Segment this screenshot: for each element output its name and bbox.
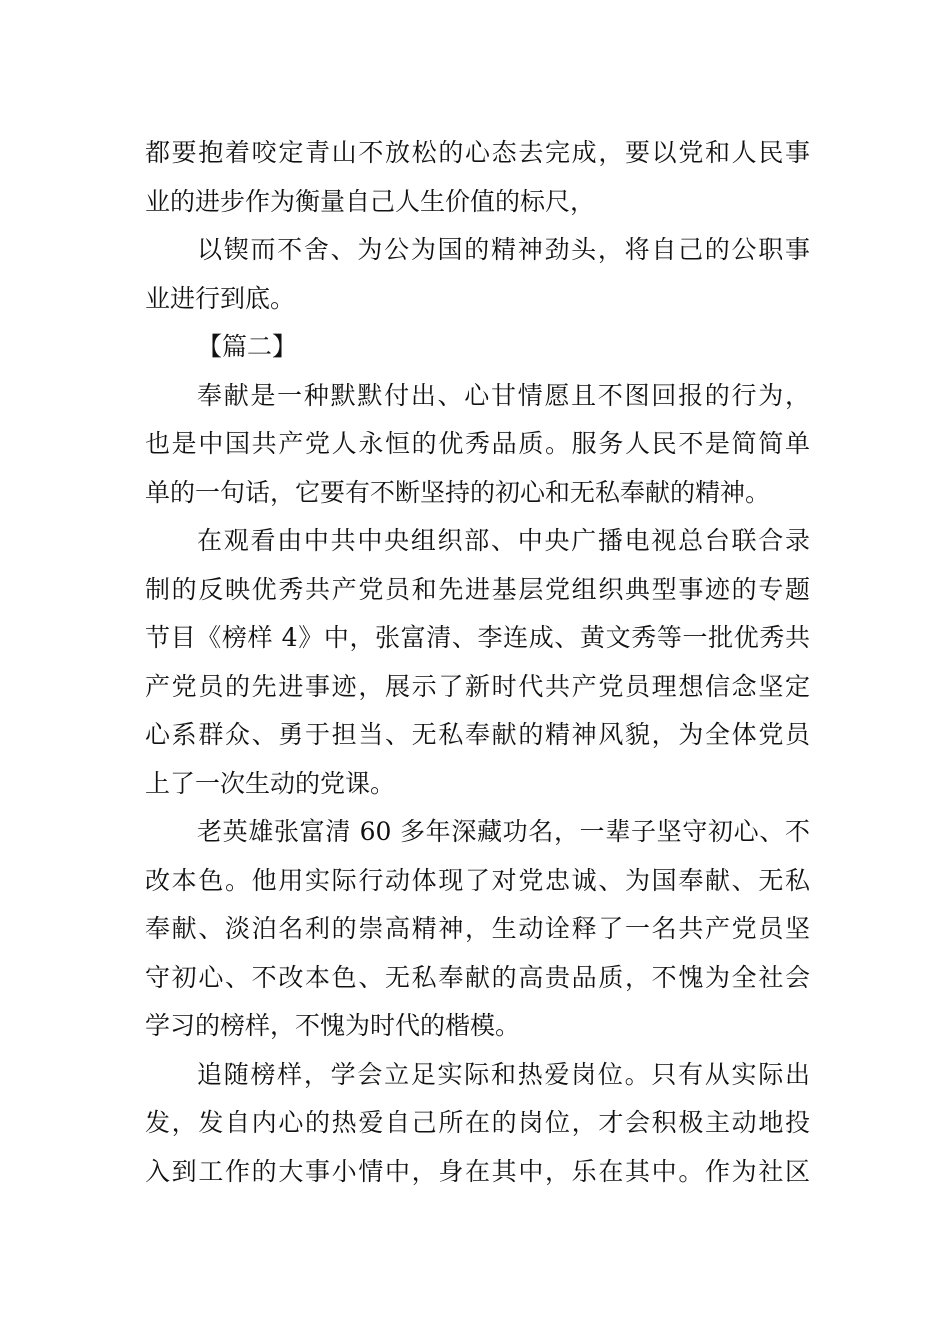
text-line: 上了一次生动的党课。 <box>145 768 396 798</box>
text-line: 单的一句话，它要有不断坚持的初心和无私奉献的精神。 <box>145 477 771 507</box>
text-line: 也是中国共产党人永恒的优秀品质。服务人民不是简简单 <box>145 429 810 458</box>
document-body <box>145 129 810 1196</box>
text-line: 业的进步作为衡量自己人生价值的标尺， <box>145 186 596 216</box>
text-line: 业进行到底。 <box>145 283 296 313</box>
text-line: 入到工作的大事小情中，身在其中，乐在其中。作为社区 <box>145 1156 810 1186</box>
text-line: 奉献是一种默默付出、心甘情愿且不图回报的行为， <box>197 380 810 410</box>
text-line: 追随榜样，学会立足实际和热爱岗位。只有从实际出 <box>197 1059 810 1089</box>
text-line: 都要抱着咬定青山不放松的心态去完成，要以党和人民事 <box>145 138 810 167</box>
text-line: 制的反映优秀共产党员和先进基层党组织典型事迹的专题 <box>145 574 810 604</box>
text-line: 节目《榜样 4》中，张富清、李连成、黄文秀等一批优秀共 <box>145 623 810 652</box>
text-line: 改本色。他用实际行动体现了对党忠诚、为国奉献、无私 <box>145 865 810 895</box>
text-line: 在观看由中共中央组织部、中央广播电视总台联合录 <box>197 526 810 555</box>
text-line: 【篇二】 <box>197 332 298 361</box>
text-line: 学习的榜样，不愧为时代的楷模。 <box>145 1011 521 1040</box>
text-line: 老英雄张富清 60 多年深藏功名，一辈子坚守初心、不 <box>197 817 810 846</box>
text-line: 以锲而不舍、为公为国的精神劲头，将自己的公职事 <box>197 235 810 264</box>
text-line: 奉献、淡泊名利的崇高精神，生动诠释了一名共产党员坚 <box>145 914 810 943</box>
text-line: 产党员的先进事迹，展示了新时代共产党员理想信念坚定 <box>145 671 810 701</box>
text-line: 守初心、不改本色、无私奉献的高贵品质，不愧为全社会 <box>145 962 810 992</box>
text-line: 心系群众、勇于担当、无私奉献的精神风貌，为全体党员 <box>145 720 810 749</box>
text-line: 发，发自内心的热爱自己所在的岗位，才会积极主动地投 <box>145 1108 810 1137</box>
